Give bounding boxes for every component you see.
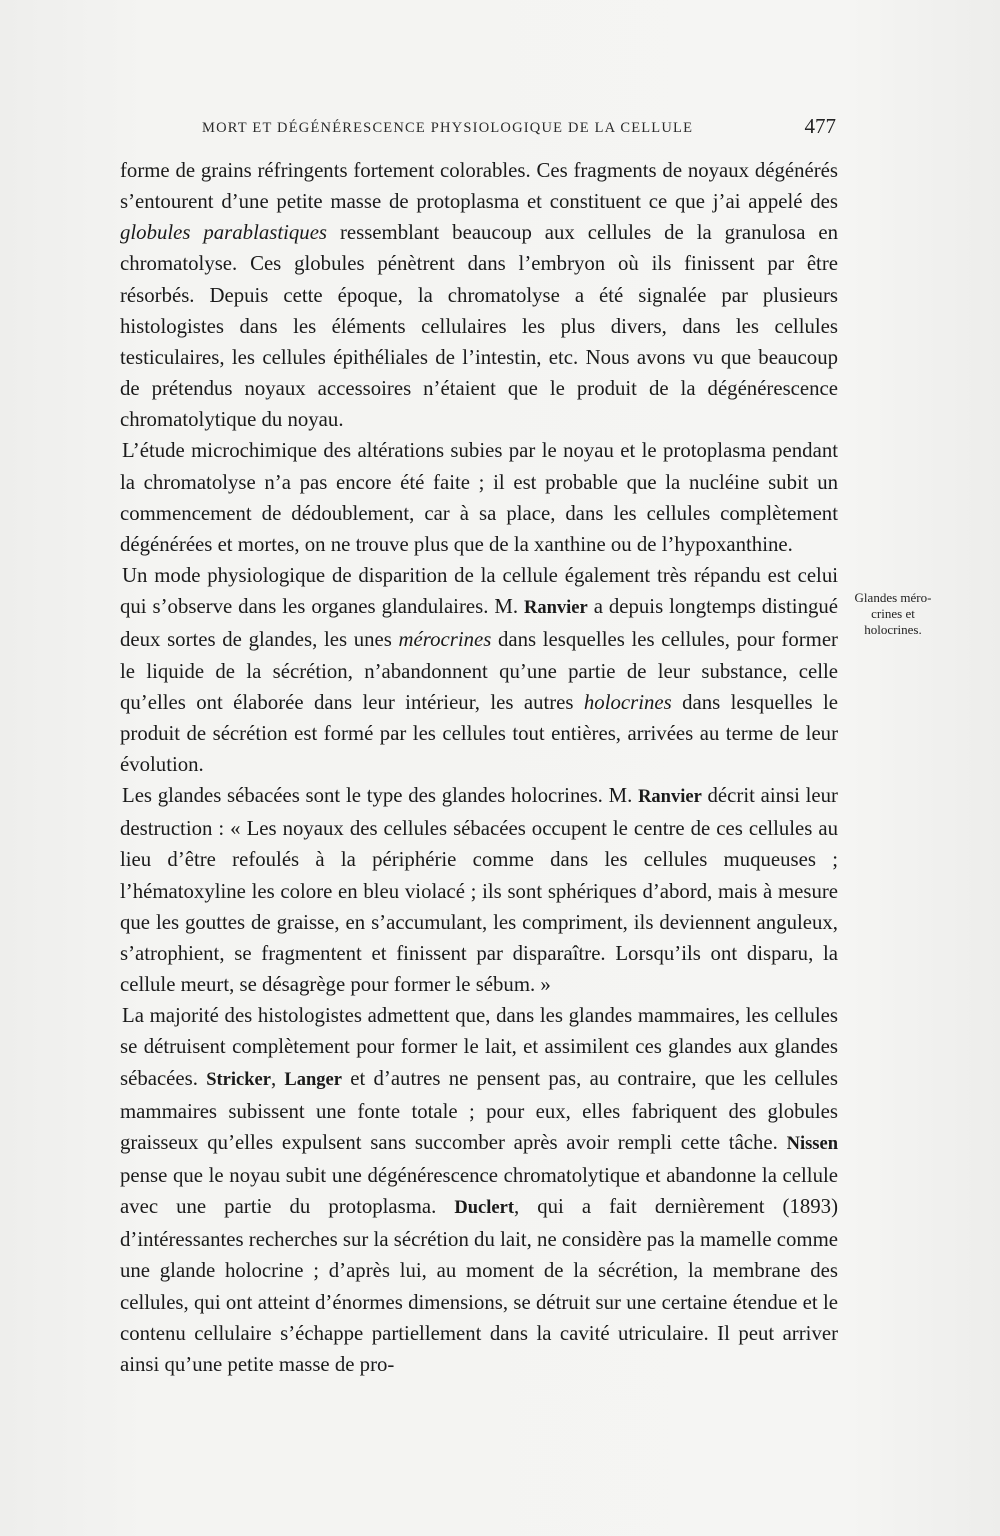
text-run: décrit ainsi leur destruction : « Les noyaux des cellules sébacées occupent le centre de ces cellules au lieu d’être refoulés à la périphérie comme dans les cellules muqueuses ; l’hématoxyline les colore en bleu violacé ; ils sont sphériques d’abord, mais à mesure que les gouttes de graisse, en s’accumulant, les compriment, ils deviennent anguleux, s’atrophient, se fragmentent et finissent par disparaître. Lorsqu’ils ont disparu, la cellule meurt, se désagrège pour former le sébum. » xyxy=(120,784,838,997)
author-name: Stricker xyxy=(206,1069,271,1090)
italic-term: mérocrines xyxy=(398,628,492,652)
italic-term: holocrines xyxy=(583,690,672,714)
text-run: La majorité des histologistes admettent que, dans les glandes mammaires, les cellules se détruisent complètement pour former le lait, et assimilent ces glandes aux glandes sébacées. xyxy=(120,1004,838,1090)
margin-note: Glandes méro-crines et holocrines. xyxy=(854,590,932,637)
page-header xyxy=(120,114,840,148)
italic-term: globules parablastiques xyxy=(120,221,328,245)
text-run: Un mode physiologique de disparition de la cellule également très répandu est celui qui s’observe dans les organes glandulaires. M. xyxy=(120,564,838,619)
author-name: Langer xyxy=(284,1069,342,1090)
text-run: dans lesquelles le produit de sécrétion est formé par les cellules tout entières, arrivées au terme de leur évolution. xyxy=(120,690,838,776)
text-run: ressemblant beaucoup aux cellules de la granulosa en chromatolyse. Ces globules pénètrent dans l’embryon où ils finissent par être résorbés. Depuis cette époque, la chromatolyse a été signalée par plusieurs histologistes dans les éléments cellulaires les plus divers, dans les cellules testiculaires, les cellules épithéliales de l’intestin, etc. Nous avons vu que beaucoup de prétendus noyaux accessoires n’étaient que le produit de la dégénérescence chromatolytique du noyau. xyxy=(120,221,839,432)
text-run: pense que le noyau subit une dégénérescence chromatolytique et abandonne la cellule avec une partie du protoplasma. xyxy=(120,1164,838,1219)
author-name: Duclert xyxy=(454,1198,514,1219)
paragraph xyxy=(120,155,838,435)
text-run: Les glandes sébacées sont le type des glandes holocrines. M. xyxy=(122,784,639,808)
paragraph xyxy=(120,435,838,560)
author-name: Ranvier xyxy=(638,787,702,808)
author-name: Ranvier xyxy=(524,598,588,619)
page-number: 477 xyxy=(804,114,836,138)
text-run: dans lesquelles les cellules, pour former le liquide de la sécrétion, n’abandonnent qu’une partie de leur substance, celle qu’elles ont élaborée dans leur intérieur, les autres xyxy=(120,628,838,714)
text-run: , qui a fait dernièrement (1893) d’intéressantes recherches sur la sécrétion du lait, ne considère pas la mamelle comme une glande holocrine ; d’après lui, au moment de la sécrétion, la membrane des cellules, qui ont atteint d’énormes dimensions, se détruit sur une certaine étendue et le contenu cellulaire s’échappe partiellement dans la cavité utriculaire. Il peut arriver ainsi qu’une petite masse de pro- xyxy=(120,1195,838,1376)
text-run: L’étude microchimique des altérations subies par le noyau et le protoplasma pendant la chromatolyse n’a pas encore été faite ; il est probable que la nucléine subit un commencement de dédoublement, car à sa place, dans les cellules complètement dégénérées et mortes, on ne trouve plus que de la xanthine ou de l’hypoxanthine. xyxy=(120,439,838,556)
paragraph xyxy=(120,560,838,780)
running-title: MORT ET DÉGÉNÉRESCENCE PHYSIOLOGIQUE DE LA CELLULE xyxy=(202,120,694,136)
text-run: , xyxy=(270,1066,285,1090)
text-run: a depuis longtemps distingué deux sortes de glandes, les unes xyxy=(120,595,838,652)
paragraph xyxy=(120,780,838,1000)
text-run: forme de grains réfringents fortement colorables. Ces fragments de noyaux dégénérés s’entourent d’une petite masse de protoplasma et constituent ce que j’ai appelé des xyxy=(120,159,838,214)
paragraph xyxy=(120,1000,838,1380)
body-text xyxy=(120,155,838,1380)
text-run: et d’autres ne pensent pas, au contraire, que les cellules mammaires subissent une fonte totale ; pour eux, elles fabriquent des globules graisseux qu’elles expulsent sans succomber après avoir rempli cette tâche. xyxy=(120,1066,838,1154)
author-name: Nissen xyxy=(786,1133,838,1154)
